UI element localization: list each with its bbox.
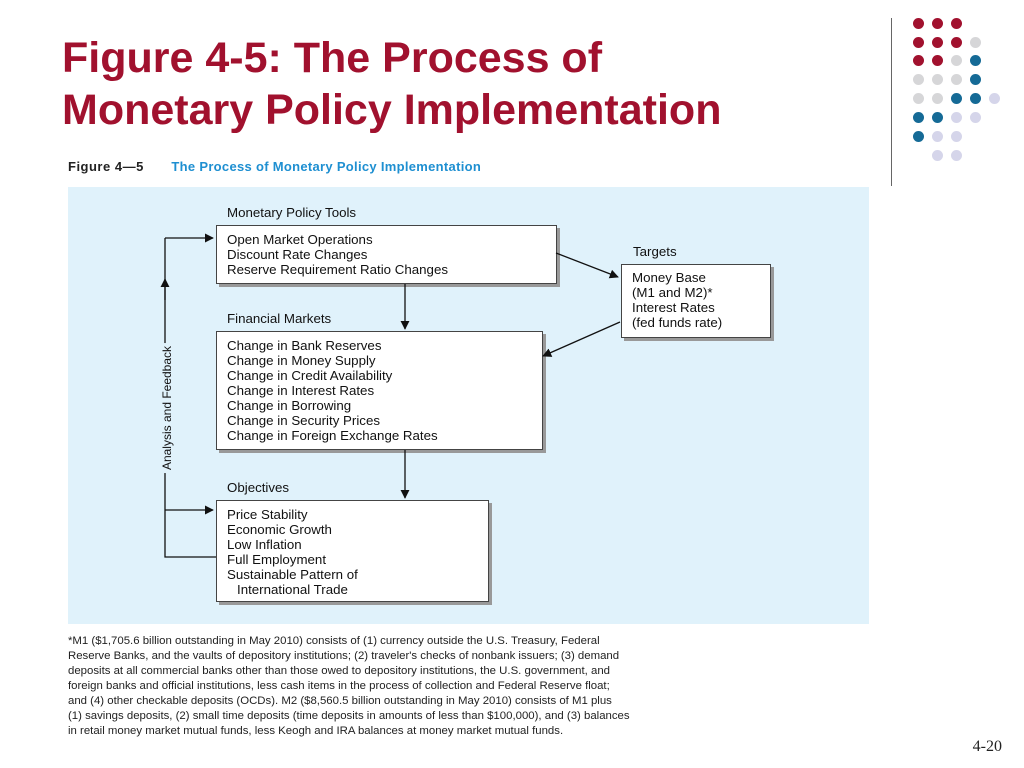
arrow-tools-to-targets <box>556 253 618 277</box>
footnote-line: (1) savings deposits, (2) small time deposits (time deposits in amounts of less than $100,000), and (3) balances <box>68 710 630 722</box>
markets-line: Change in Interest Rates <box>227 383 375 398</box>
footnote <box>68 634 878 739</box>
targets-line: Money Base <box>632 270 706 285</box>
targets-heading: Targets <box>633 244 677 259</box>
arrow-targets-to-markets <box>543 322 620 356</box>
figure-label: Figure 4—5 <box>68 159 144 174</box>
markets-line: Change in Security Prices <box>227 413 380 428</box>
figure-name: The Process of Monetary Policy Implementation <box>171 159 482 174</box>
footnote-line: in retail money market mutual funds, less Keogh and IRA balances at money market mutual funds. <box>68 725 564 737</box>
objectives-line: Low Inflation <box>227 537 302 552</box>
markets-heading: Financial Markets <box>227 311 332 326</box>
targets-line: (M1 and M2)* <box>632 285 713 300</box>
tools-line: Open Market Operations <box>227 232 373 247</box>
page-number: 4-20 <box>972 738 1002 755</box>
footnote-line: Reserve Banks, and the vaults of depository institutions; (2) traveler's checks of nonbank issuers; (3) demand <box>68 650 620 662</box>
tools-line: Discount Rate Changes <box>227 247 368 262</box>
markets-line: Change in Credit Availability <box>227 368 393 383</box>
footnote-line: *M1 ($1,705.6 billion outstanding in May 2010) consists of (1) currency outside the U.S. Treasury, Federal <box>68 635 600 647</box>
objectives-line: Full Employment <box>227 552 327 567</box>
markets-line: Change in Borrowing <box>227 398 352 413</box>
title-line-2: Monetary Policy Implementation <box>62 86 722 134</box>
objectives-line: Economic Growth <box>227 522 332 537</box>
markets-line: Change in Money Supply <box>227 353 376 368</box>
feedback-label: Analysis and Feedback <box>160 343 174 473</box>
title-line-1: Figure 4-5: The Process of <box>62 34 603 82</box>
footnote-line: and (4) other checkable deposits (OCDs). M2 ($8,560.5 billion outstanding in May 2010) consists of M1 plus <box>68 695 612 707</box>
tools-line: Reserve Requirement Ratio Changes <box>227 262 448 277</box>
tools-heading: Monetary Policy Tools <box>227 205 357 220</box>
targets-line: (fed funds rate) <box>632 315 723 330</box>
targets-line: Interest Rates <box>632 300 715 315</box>
markets-line: Change in Bank Reserves <box>227 338 382 353</box>
markets-line: Change in Foreign Exchange Rates <box>227 428 438 443</box>
objectives-line: Sustainable Pattern of <box>227 567 358 582</box>
objectives-line: International Trade <box>237 582 348 597</box>
objectives-heading: Objectives <box>227 480 290 495</box>
footnote-line: foreign banks and official institutions, less cash items in the process of collection and Federal Reserve float; <box>68 680 610 692</box>
objectives-line: Price Stability <box>227 507 308 522</box>
footnote-line: deposits at all commercial banks other than those owed to depository institutions, the U.S. government, and <box>68 665 610 677</box>
